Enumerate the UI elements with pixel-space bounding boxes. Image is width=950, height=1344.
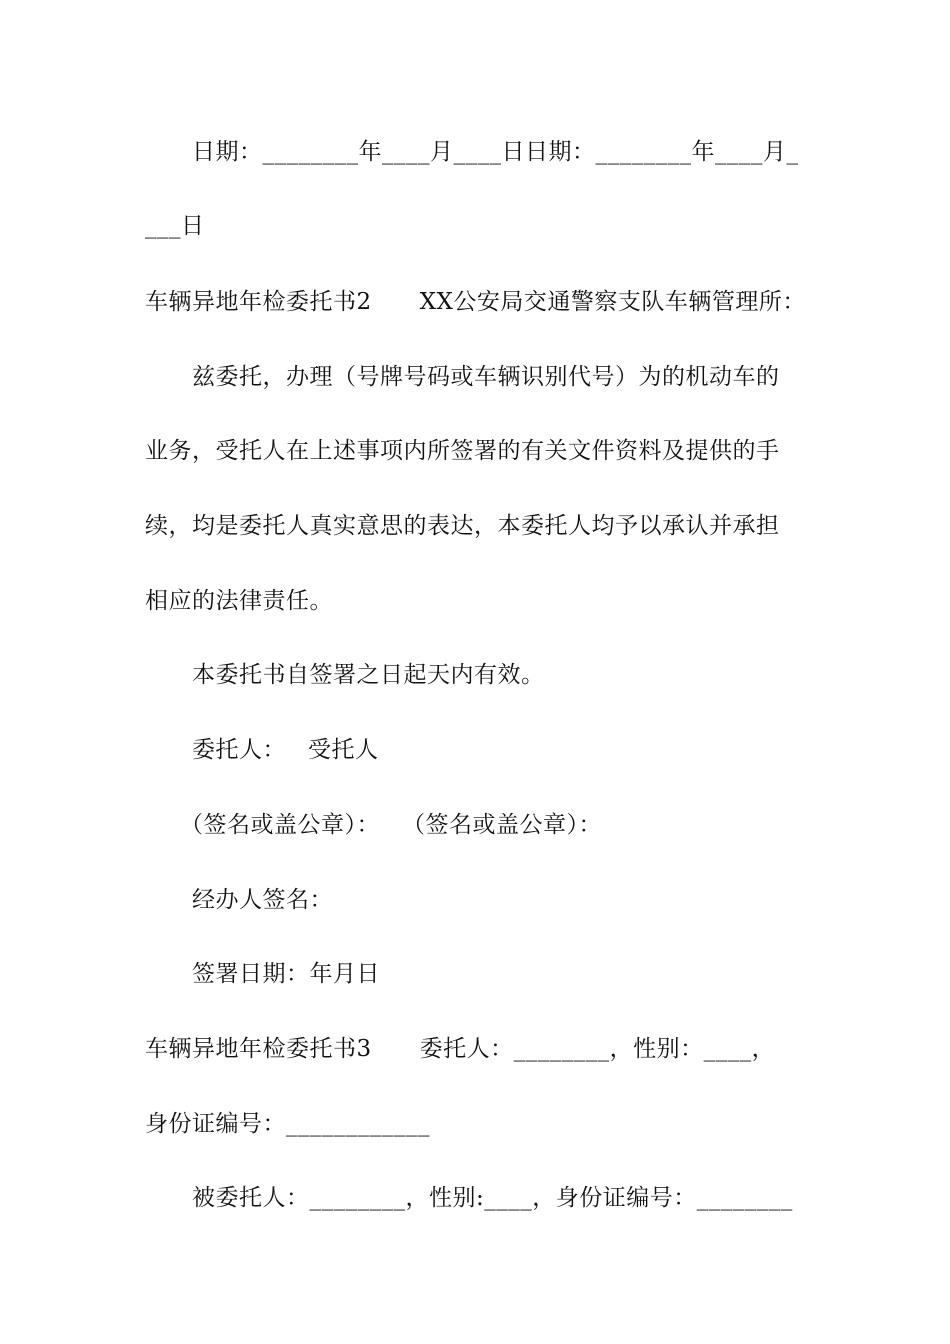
- body-text: 续，均是委托人真实意思的表达，本委托人均予以承认并承担: [145, 513, 780, 539]
- addressee: XX公安局交通警察支队车辆管理所：: [419, 289, 806, 315]
- principal-info: 委托人：________，性别：____，: [419, 1036, 776, 1062]
- signature-line: [180, 810, 860, 840]
- date-line-continued: [145, 211, 825, 241]
- body-paragraph-line-1: [192, 362, 872, 392]
- principal-label: 委托人：: [192, 737, 286, 763]
- signatories-line: [192, 735, 872, 765]
- body-paragraph-line-4: [145, 586, 825, 616]
- section-2-heading-line: [145, 287, 825, 317]
- validity-line: [192, 660, 872, 690]
- handler-line: [192, 885, 872, 915]
- section-3-heading-line: [145, 1034, 825, 1064]
- signing-date-label: 签署日期：年月日: [192, 961, 380, 987]
- agent-info-line: [192, 1183, 872, 1213]
- date-line: [192, 137, 872, 167]
- section-3-title: 车辆异地年检委托书3: [145, 1036, 372, 1062]
- signing-date-line: [192, 959, 872, 989]
- principal-id-line: [145, 1109, 825, 1139]
- agent-signature-label: （签名或盖公章）：: [402, 812, 602, 838]
- body-text: 兹委托，办理（号牌号码或车辆识别代号）为的机动车的: [192, 364, 780, 390]
- date-line-continued-text: ___日: [145, 213, 205, 239]
- principal-id-text: 身份证编号：____________: [145, 1111, 430, 1137]
- handler-signature-label: 经办人签名：: [192, 887, 333, 913]
- validity-text: 本委托书自签署之日起天内有效。: [192, 662, 545, 688]
- agent-label: 受托人: [308, 737, 379, 763]
- principal-signature-label: （签名或盖公章）：: [180, 812, 380, 838]
- body-text: 相应的法律责任。: [145, 588, 333, 614]
- body-paragraph-line-3: [145, 511, 825, 541]
- body-paragraph-line-2: [145, 436, 825, 466]
- agent-info-text: 被委托人：________，性别:____，身份证编号：________: [192, 1185, 793, 1211]
- section-2-title: 车辆异地年检委托书2: [145, 289, 372, 315]
- date-line-text: 日期：________年____月____日日期：________年____月_: [192, 139, 799, 165]
- body-text: 业务，受托人在上述事项内所签署的有关文件资料及提供的手: [145, 438, 780, 464]
